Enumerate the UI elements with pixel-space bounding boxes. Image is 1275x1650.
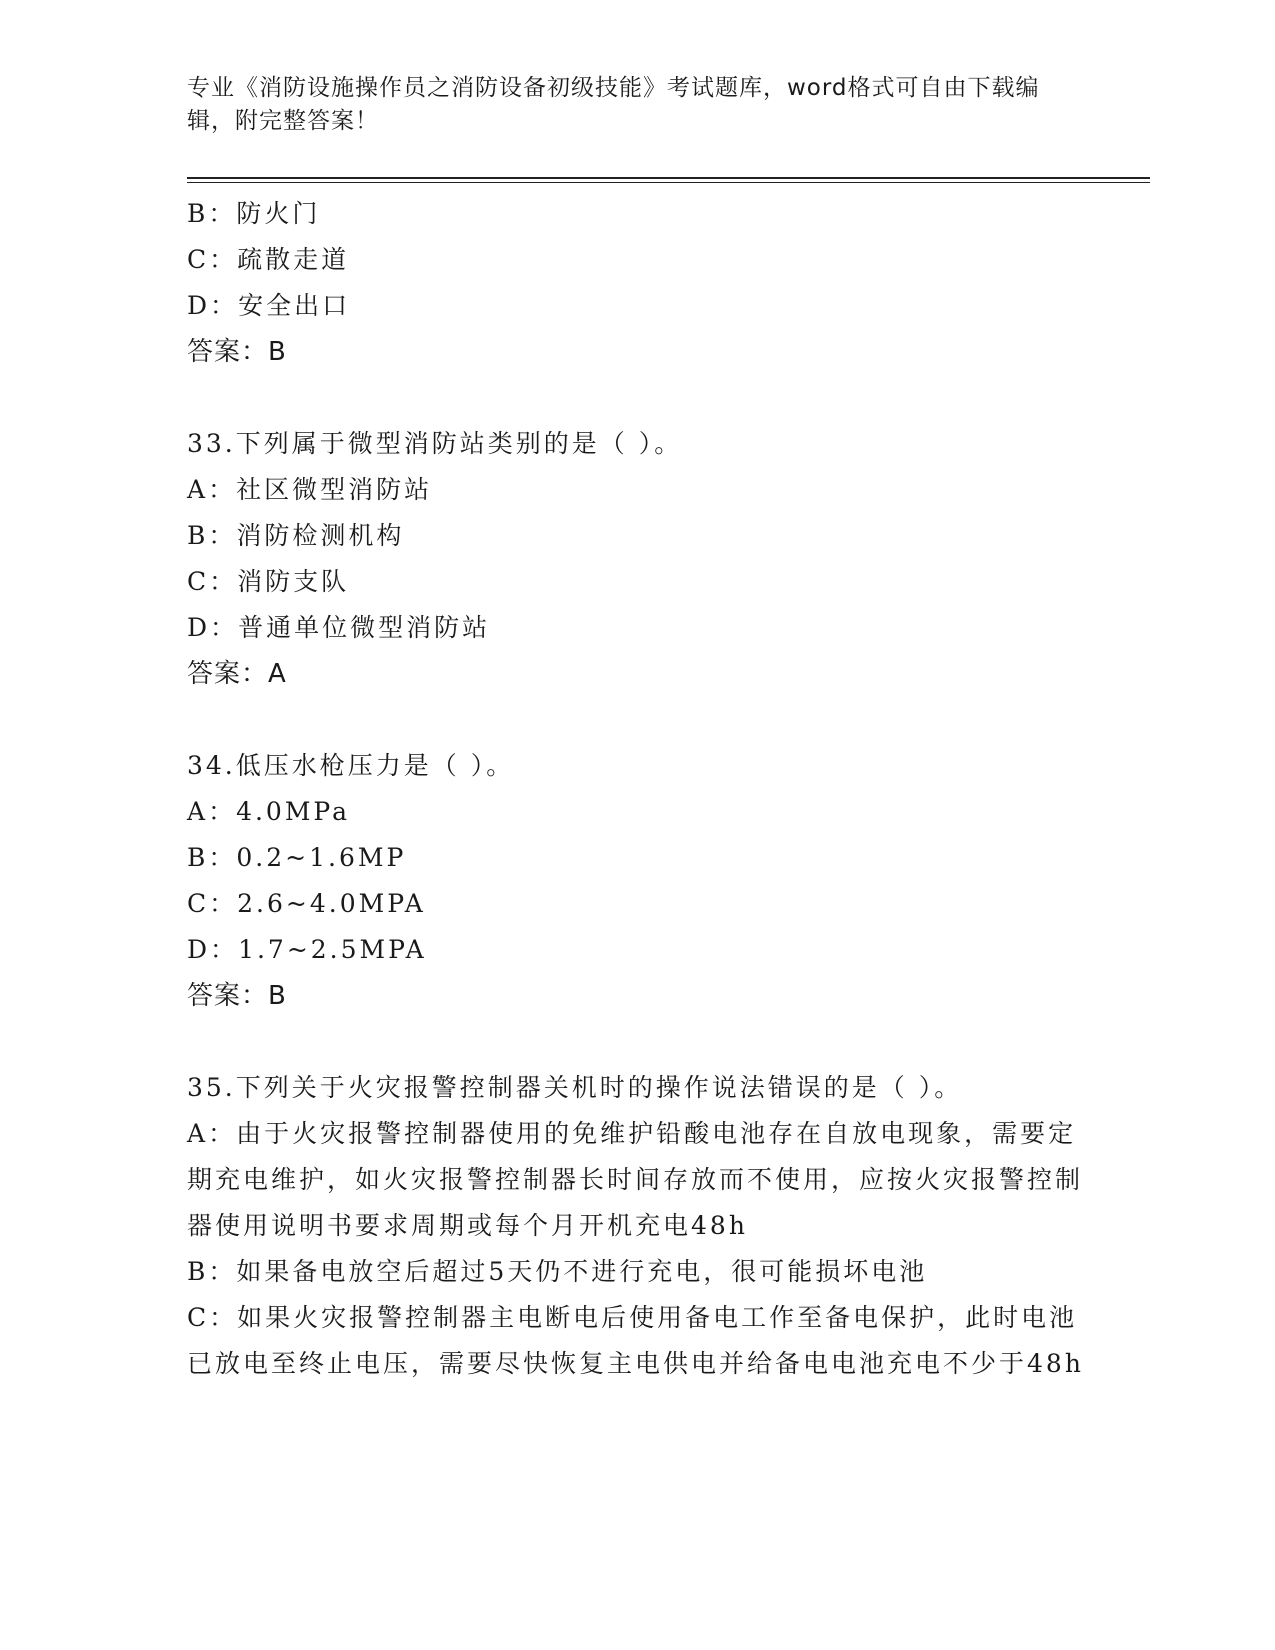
option-line: C：疏散走道 xyxy=(187,245,350,274)
question-content xyxy=(187,191,1087,1387)
question-stem: 34.低压水枪压力是（ ）。 xyxy=(187,751,515,780)
question-stem: 33.下列属于微型消防站类别的是（ ）。 xyxy=(187,429,683,458)
header-text: 专业《消防设施操作员之消防设备初级技能》考试题库，word格式可自由下载编辑，附完整答案！ xyxy=(187,75,1040,134)
option-line: D：1.7~2.5MPA xyxy=(187,935,427,964)
answer-line: 答案：B xyxy=(187,981,287,1011)
option-line: A：4.0MPa xyxy=(187,797,351,826)
option-line: B：如果备电放空后超过5天仍不进行充电，很可能损坏电池 xyxy=(187,1257,928,1286)
option-line: D：安全出口 xyxy=(187,291,351,320)
option-line: B：0.2~1.6MP xyxy=(187,843,407,872)
option-line: A：由于火灾报警控制器使用的免维护铅酸电池存在自放电现象，需要定期充电维护，如火灾报警控制器长时间存放而不使用，应按火灾报警控制器使用说明书要求周期或每个月开机充电48h xyxy=(187,1119,1084,1240)
option-line: C：消防支队 xyxy=(187,567,350,596)
option-line: D：普通单位微型消防站 xyxy=(187,613,491,642)
answer-line: 答案：A xyxy=(187,659,287,689)
header-rule-top xyxy=(187,177,1150,179)
option-line: C：2.6~4.0MPA xyxy=(187,889,426,918)
option-line: C：如果火灾报警控制器主电断电后使用备电工作至备电保护，此时电池已放电至终止电压，需要尽快恢复主电供电并给备电电池充电不少于48h xyxy=(187,1303,1084,1378)
question-stem: 35.下列关于火灾报警控制器关机时的操作说法错误的是（ ）。 xyxy=(187,1073,963,1102)
page-header xyxy=(187,72,1067,138)
option-line: B：消防检测机构 xyxy=(187,521,405,550)
option-line: B：防火门 xyxy=(187,199,321,228)
header-rule-bottom xyxy=(187,182,1150,183)
option-line: A：社区微型消防站 xyxy=(187,475,433,504)
answer-line: 答案：B xyxy=(187,337,287,367)
